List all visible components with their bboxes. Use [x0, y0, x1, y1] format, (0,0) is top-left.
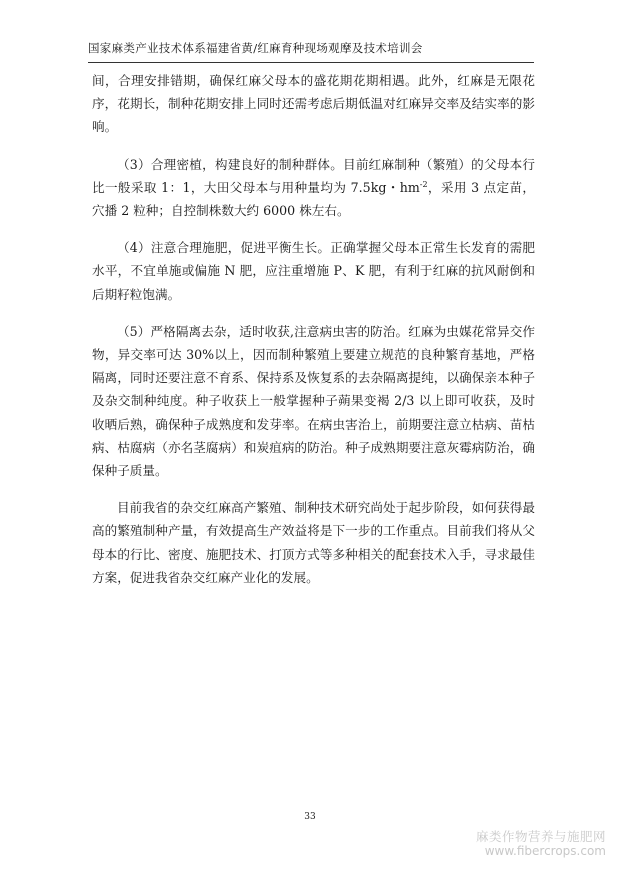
watermark-url: www.fibercrops.com [484, 844, 606, 858]
paragraph-planting-density-tail: ，采用 3 点定苗，穴播 2 粒种；自控制株数大约 6000 株左右。 [92, 179, 535, 219]
page-number: 33 [304, 812, 316, 822]
paragraph-conclusion: 目前我省的杂交红麻高产繁殖、制种技术研究尚处于起步阶段，如何获得最高的繁殖制种产量，有效提高生产效益将是下一步的工作重点。目前我们将从父母本的行比、密度、施肥技术、打顶方式等多种相关的配套技术入手，寻求最佳方案，促进我省杂交红麻产业化的发展。 [92, 500, 535, 585]
paragraph-isolation-harvest: （5）严格隔离去杂，适时收获,注意病虫害的防治。红麻为虫媒花常异交作物，异交率可达 30%以上，因而制种繁殖上要建立规范的良种繁育基地，严格隔离，同时还要注意不育系、保持系及恢复系的去杂隔离提纯，以确保亲本种子及杂交制种纯度。种子收获上一般掌握种子蒴果变褐 2/3 以上即可收获，及时收晒后熟，确保种子成熟度和发芽率。在病虫害治上，前期要注意立枯病、苗枯病、枯腐病（亦名茎腐病）和炭疽病的防治。种子成熟期要注意灰霉病防治，确保种子质量。 [92, 323, 535, 479]
header-divider [88, 62, 534, 63]
unit-superscript: -2 [419, 179, 428, 189]
running-header: 国家麻类产业技术体系福建省黄/红麻育种现场观摩及技术培训会 [88, 41, 423, 55]
paragraph-planting-density-text: （3）合理密植，构建良好的制种群体。目前红麻制种（繁殖）的父母本行比一般采取 1：1，大田父母本与用种量均为 7.5kg・hm [92, 156, 535, 195]
site-watermark [476, 829, 606, 859]
paragraph-fertilization: （4）注意合理施肥，促进平衡生长。正确掌握父母本正常生长发育的需肥水平，不宜单施或偏施 N 肥，应注重增施 P、K 肥，有利于红麻的抗风耐倒和后期籽粒饱满。 [92, 240, 535, 302]
document-body [92, 69, 535, 603]
watermark-site-name: 麻类作物营养与施肥网 [475, 829, 606, 844]
paragraph-continuation: 间，合理安排错期，确保红麻父母本的盛花期花期相遇。此外，红麻是无限花序，花期长，制种花期安排上同时还需考虑后期低温对红麻异交率及结实率的影响。 [92, 73, 535, 135]
paragraph-planting-density [92, 153, 535, 223]
